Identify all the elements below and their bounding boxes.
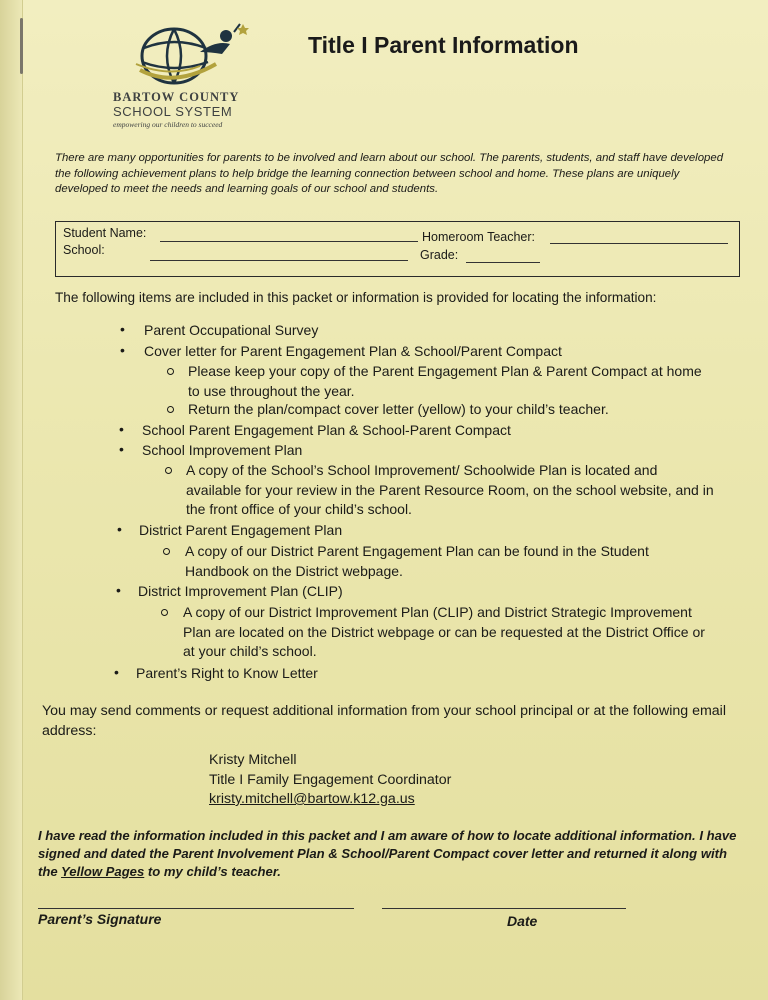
intro-paragraph: There are many opportunities for parents to be involved and learn about our school. The parents, students, and staff have developed the following achievement plans to help bridge the learning connection between school and home. These plans are uniquely developed to meet the needs and learning goals of our school and students.: [55, 152, 724, 195]
bullet-icon: •: [119, 441, 124, 457]
student-name-field[interactable]: [160, 241, 418, 242]
sub-bullet-icon: [167, 368, 174, 375]
list-item: District Improvement Plan (CLIP): [138, 583, 343, 599]
bullet-icon: •: [116, 582, 121, 598]
sub-bullet-icon: [165, 467, 172, 474]
sub-list-item: Return the plan/compact cover letter (yellow) to your child’s teacher.: [188, 401, 609, 417]
bullet-icon: •: [120, 321, 125, 337]
sub-list-item: A copy of our District Improvement Plan (CLIP) and District Strategic Improvement Plan are located on the District webpage or can be requested at the District Office or at your child’s school.: [183, 604, 705, 659]
sub-list-item: Please keep your copy of the Parent Engagement Plan & Parent Compact at home to use throughout the year.: [188, 363, 702, 399]
date-line[interactable]: [382, 908, 626, 909]
homeroom-teacher-field[interactable]: [550, 243, 728, 244]
sub-bullet-icon: [161, 609, 168, 616]
contact-role: Title I Family Engagement Coordinator: [209, 772, 452, 788]
page-title: Title I Parent Information: [308, 32, 579, 58]
ack-text-after: to my child’s teacher.: [144, 864, 281, 879]
globe-logo-icon: [130, 18, 250, 90]
bullet-icon: •: [114, 664, 119, 680]
org-name-line2: SCHOOL SYSTEM: [113, 104, 233, 119]
sub-bullet-icon: [163, 548, 170, 555]
bullet-icon: •: [120, 342, 125, 358]
grade-label: Grade:: [420, 248, 459, 262]
contact-name: Kristy Mitchell: [209, 752, 297, 768]
school-label: School:: [63, 243, 105, 257]
binder-clip-mark: [20, 18, 23, 74]
signature-label: Parent’s Signature: [38, 911, 162, 927]
list-item: District Parent Engagement Plan: [139, 522, 343, 538]
packet-lead: The following items are included in this packet or information is provided for locating the information:: [55, 290, 657, 305]
ack-text-before: I have read the information included in this packet and I am aware of how to locate additional information. I have signed and dated the Parent Involvement Plan & School/Parent Compact cover letter and returned it along with the: [38, 828, 737, 879]
list-item: Cover letter for Parent Engagement Plan & School/Parent Compact: [144, 343, 562, 359]
list-item: School Improvement Plan: [142, 442, 303, 458]
bullet-icon: •: [117, 521, 122, 537]
contact-intro: You may send comments or request additional information from your school principal or at the following email address:: [42, 703, 726, 739]
school-field[interactable]: [150, 260, 408, 261]
ack-underlined: Yellow Pages: [61, 864, 145, 879]
list-item: Parent Occupational Survey: [144, 322, 319, 338]
school-logo: [110, 18, 260, 133]
student-info-box: [55, 221, 740, 277]
org-tagline: empowering our children to succeed: [113, 120, 223, 129]
homeroom-teacher-label: Homeroom Teacher:: [422, 230, 536, 244]
bullet-icon: •: [119, 421, 124, 437]
student-name-label: Student Name:: [63, 226, 147, 240]
sub-bullet-icon: [167, 406, 174, 413]
date-label: Date: [507, 913, 538, 929]
list-item: School Parent Engagement Plan & School-Parent Compact: [142, 422, 511, 438]
org-name-line1: BARTOW COUNTY: [113, 90, 240, 104]
contact-email-link[interactable]: kristy.mitchell@bartow.k12.ga.us: [209, 791, 415, 807]
acknowledgement-statement: [38, 827, 738, 881]
grade-field[interactable]: [466, 262, 540, 263]
sub-list-item: A copy of the School’s School Improvement/ Schoolwide Plan is located and available for your review in the Parent Resource Room, on the school website, and in the front office of your child’s school.: [186, 462, 714, 517]
page-edge: [0, 0, 23, 1000]
list-item: Parent’s Right to Know Letter: [136, 665, 318, 681]
signature-line[interactable]: [38, 908, 354, 909]
sub-list-item: A copy of our District Parent Engagement Plan can be found in the Student Handbook on the District webpage.: [185, 543, 649, 579]
